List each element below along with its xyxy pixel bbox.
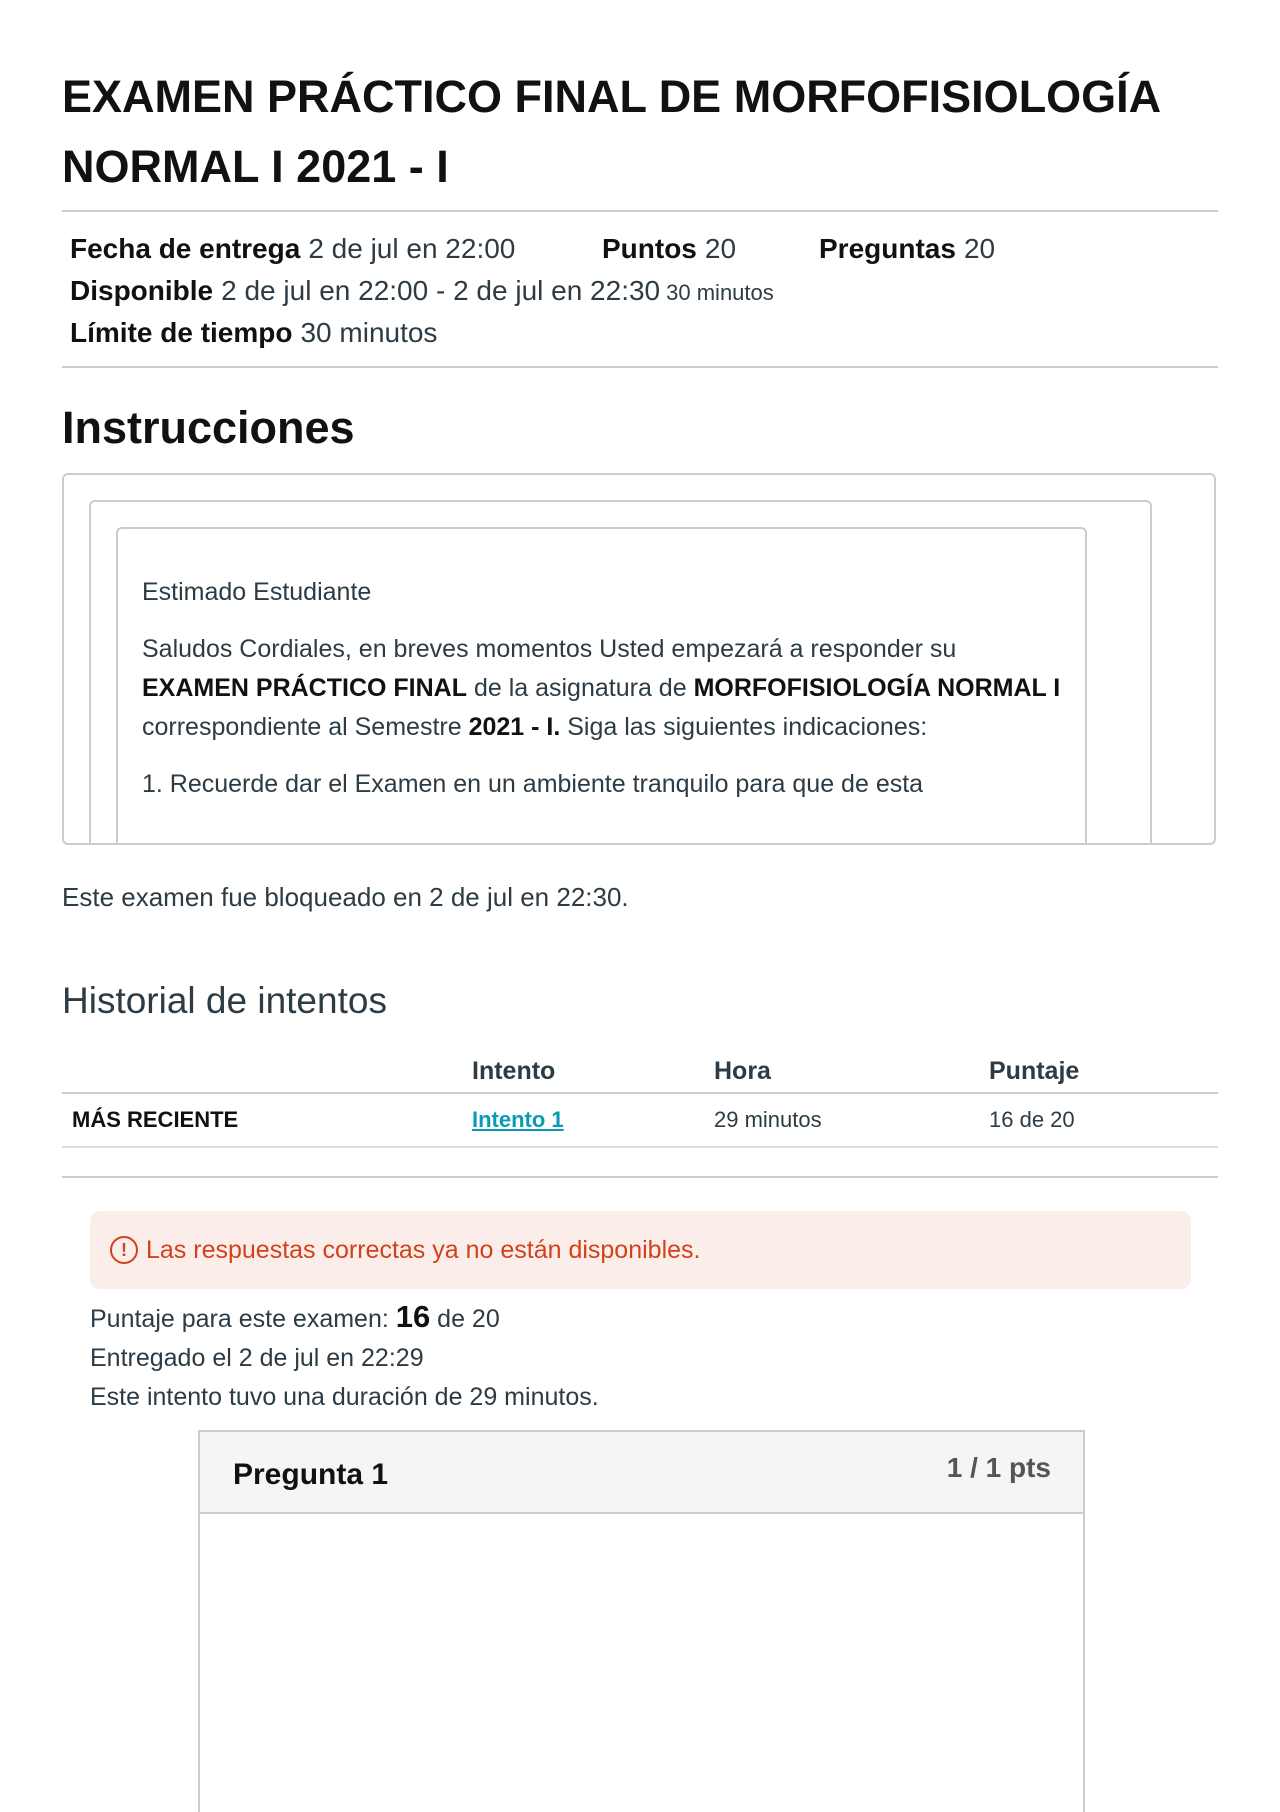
submitted-line: Entregado el 2 de jul en 22:29: [90, 1344, 424, 1372]
attempt-cell: [462, 1093, 704, 1147]
exam-details: [70, 228, 996, 354]
instructions-content: [116, 527, 1087, 845]
table-row: [62, 1093, 1218, 1147]
points: Puntos 20: [602, 233, 737, 264]
column-header-attempt: Intento: [462, 1050, 704, 1093]
instructions-heading: Instrucciones: [62, 402, 355, 453]
alert-text: Las respuestas correctas ya no están disponibles.: [146, 1235, 701, 1264]
column-header-time: Hora: [704, 1050, 979, 1093]
question-title: Pregunta 1: [233, 1458, 389, 1491]
details-row-2: Disponible 2 de jul en 22:00 - 2 de jul en 22:30 30 minutos: [70, 275, 774, 306]
question-points: 1 / 1 pts: [946, 1452, 1051, 1483]
page-title: EXAMEN PRÁCTICO FINAL DE MORFOFISIOLOGÍA NORMAL I 2021 - I: [62, 71, 1160, 192]
details-row-3: Límite de tiempo 30 minutos: [70, 317, 438, 348]
result-summary: [90, 1297, 599, 1417]
attempt-link[interactable]: Intento 1: [472, 1107, 564, 1132]
divider: [62, 210, 1218, 212]
attempt-time: 29 minutos: [704, 1093, 979, 1147]
divider: [62, 1176, 1218, 1178]
due-date: Fecha de entrega 2 de jul en 22:00: [70, 233, 516, 264]
table-header-row: [62, 1050, 1218, 1093]
column-header-score: Puntaje: [979, 1050, 1218, 1093]
instructions-inner-frame: [89, 500, 1152, 845]
duration-line: Este intento tuvo una duración de 29 minutos.: [90, 1383, 599, 1411]
attempt-label: MÁS RECIENTE: [62, 1093, 462, 1147]
question-header: [200, 1432, 1083, 1514]
locked-notice: Este examen fue bloqueado en 2 de jul en 22:30.: [62, 882, 629, 912]
instructions-item: 1. Recuerde dar el Examen en un ambiente tranquilo para que de esta: [142, 770, 924, 798]
instructions-panel[interactable]: [62, 473, 1216, 845]
question-card: [198, 1430, 1085, 1812]
divider: [62, 366, 1218, 368]
history-heading: Historial de intentos: [62, 980, 387, 1021]
instructions-greeting: Estimado Estudiante: [142, 578, 372, 606]
score-line: Puntaje para este examen: 16 de 20: [90, 1299, 500, 1334]
questions-count: Preguntas 20: [819, 233, 996, 264]
score-value: 16: [395, 1299, 431, 1334]
column-header: [62, 1050, 462, 1093]
attempt-history-table: [62, 1050, 1218, 1148]
details-row-1: [70, 228, 996, 270]
answers-unavailable-alert: [90, 1211, 1191, 1289]
alert-circle-icon: !: [110, 1236, 138, 1264]
attempt-score: 16 de 20: [979, 1093, 1218, 1147]
instructions-paragraph: Saludos Cordiales, en breves momentos Usted empezará a responder su EXAMEN PRÁCTICO FINAL de la asignatura de MORFOFISIOLOGÍA NORMAL I correspondiente al Semestre 2021 - I. Siga las siguientes indicaciones:: [142, 635, 1061, 741]
